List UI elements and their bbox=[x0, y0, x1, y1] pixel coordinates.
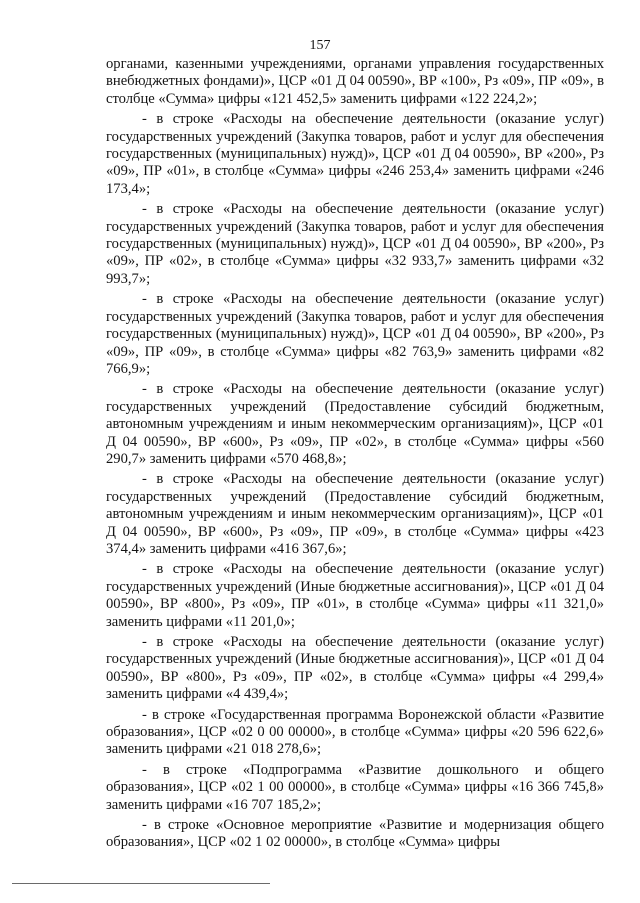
paragraph-item: - в строке «Основное мероприятие «Развитие и модернизация общего образования», ЦСР «02 1 02 00000», в столбце «Сумма» цифры bbox=[106, 817, 604, 851]
paragraph-item: - в строке «Государственная программа Воронежской области «Развитие образования», ЦСР «02 0 00 00000», в столбце «Сумма» цифры «20 596 622,6» заменить цифрами «21 018 278,6»; bbox=[106, 706, 604, 758]
paragraph-item: - в строке «Расходы на обеспечение деятельности (оказание услуг) государственных учреждений (Закупка товаров, работ и услуг для обеспечения государственных (муниципальных) нужд)», ЦСР «01 Д 04 00590», ВР «200», Рз «09», ПР «02», в столбце «Сумма» цифры «32 933,7» заменить цифрами «32 993,7»; bbox=[106, 201, 604, 287]
paragraph-item: - в строке «Расходы на обеспечение деятельности (оказание услуг) государственных учреждений (Предоставление субсидий бюджетным, автономным учреждениям и иным некоммерческим организациям)», ЦСР «01 Д 04 00590», ВР «600», Рз «09», ПР «02», в столбце «Сумма» цифры «560 290,7» заменить цифрами «570 468,8»; bbox=[106, 381, 604, 467]
paragraph-item: - в строке «Расходы на обеспечение деятельности (оказание услуг) государственных учреждений (Иные бюджетные ассигнования)», ЦСР «01 Д 04 00590», ВР «800», Рз «09», ПР «02», в столбце «Сумма» цифры «4 299,4» заменить цифрами «4 439,4»; bbox=[106, 634, 604, 703]
paragraph-item: - в строке «Расходы на обеспечение деятельности (оказание услуг) государственных учреждений (Предоставление субсидий бюджетным, автономным учреждениям и иным некоммерческим организациям)», ЦСР «01 Д 04 00590», ВР «600», Рз «09», ПР «09», в столбце «Сумма» цифры «423 374,4» заменить цифрами «416 367,6»; bbox=[106, 471, 604, 557]
paragraph-item: - в строке «Подпрограмма «Развитие дошкольного и общего образования», ЦСР «02 1 00 00000», в столбце «Сумма» цифры «16 366 745,8» заменить цифрами «16 707 185,2»; bbox=[106, 761, 604, 813]
page-number: 157 bbox=[309, 38, 331, 53]
paragraph-item: - в строке «Расходы на обеспечение деятельности (оказание услуг) государственных учреждений (Иные бюджетные ассигнования)», ЦСР «01 Д 04 00590», ВР «800», Рз «09», ПР «01», в столбце «Сумма» цифры «11 321,0» заменить цифрами «11 201,0»; bbox=[106, 561, 604, 630]
footer-divider bbox=[12, 883, 270, 884]
paragraph-item: - в строке «Расходы на обеспечение деятельности (оказание услуг) государственных учреждений (Закупка товаров, работ и услуг для обеспечения государственных (муниципальных) нужд)», ЦСР «01 Д 04 00590», ВР «200», Рз «09», ПР «09», в столбце «Сумма» цифры «82 763,9» заменить цифрами «82 766,9»; bbox=[106, 291, 604, 377]
paragraph-continuation: органами, казенными учреждениями, органами управления государственных внебюджетных фондами)», ЦСР «01 Д 04 00590», ВР «100», Рз «09», ПР «09», в столбце «Сумма» цифры «121 452,5» заменить цифрами «122 224,2»; bbox=[106, 56, 604, 107]
document-body bbox=[106, 56, 604, 855]
paragraph-item: - в строке «Расходы на обеспечение деятельности (оказание услуг) государственных учреждений (Закупка товаров, работ и услуг для обеспечения государственных (муниципальных) нужд)», ЦСР «01 Д 04 00590», ВР «200», Рз «09», ПР «01», в столбце «Сумма» цифры «246 253,4» заменить цифрами «246 173,4»; bbox=[106, 111, 604, 197]
